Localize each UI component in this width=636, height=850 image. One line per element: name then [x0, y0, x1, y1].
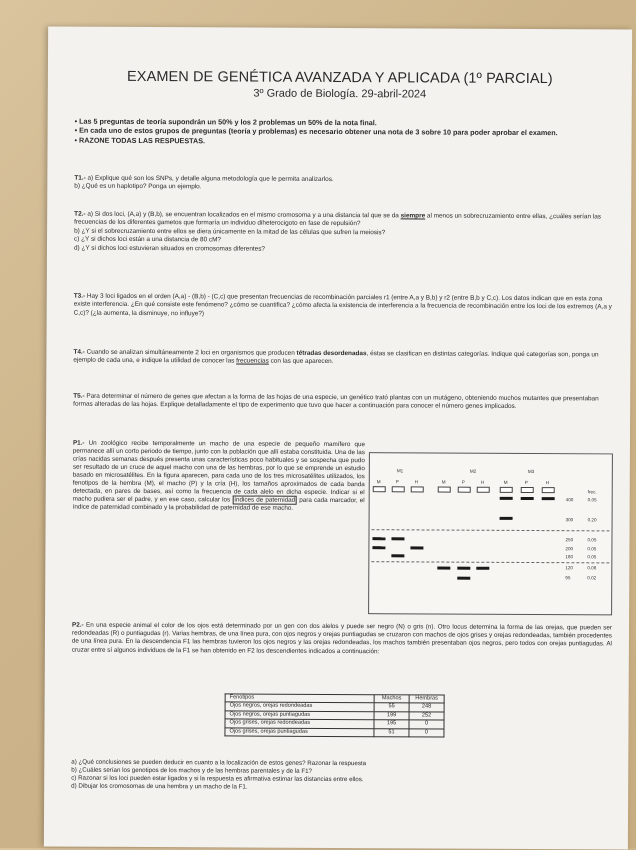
question-label: T1.- — [74, 174, 86, 182]
problem-p2-questions — [71, 759, 611, 794]
divider-line — [372, 529, 610, 531]
question-label: P1.- — [72, 439, 85, 447]
gel-band — [542, 497, 555, 500]
lane-label: P — [461, 479, 465, 485]
marker-label: M3 — [527, 468, 535, 475]
lane-label: M — [441, 479, 446, 485]
marker-label: M2 — [469, 468, 477, 474]
microsatellite-gel-figure — [368, 452, 613, 615]
gel-well — [542, 487, 555, 493]
band-size-label: 200 — [565, 546, 574, 552]
band-size-label: 250 — [565, 537, 574, 543]
gel-band — [391, 537, 404, 540]
marker-label: M1 — [396, 468, 404, 474]
gel-band — [500, 517, 513, 520]
question-text: a) Explique qué son los SNPs, y detalle alguna metodología que le permita analizarlos. — [87, 174, 334, 183]
question-text: En una especie animal el color de los ojos está determinado por un gen con dos alelos y puede ser negro (N) o gris (n). Otro locus determina la forma de las orejas, que pueden ser redondeadas (R) o puntiagudas (r). Varias hembras, de una línea pura, con ojos negros y orejas puntiagudas se cruzaron con machos de ojos grises y orejas redondeadas, también procedentes de una línea pura. En la descendencia F1 las hembras tuvieron los ojos negros y las orejas redondeadas, los machos también presentaban ojos negros, pero todos con orejas puntiagudas. Al cruzar entre sí algunos individuos de la F1 se han obtenido en F2 los descendientes indicados a continuación: — [71, 621, 613, 655]
question-text: al menos un sobrecruzamiento entre ellas, ¿cuáles serían las frecuencias de los diferentes gametos que formaría un individuo diheterocigoto en fase de repulsión? — [74, 212, 601, 228]
gel-band — [457, 577, 470, 580]
allele-frequency: 0.02 — [587, 575, 597, 581]
gel-well — [477, 487, 490, 493]
question-text: Hay 3 loci ligados en el orden (A,a) - (B,b) - (C,c) que presentan frecuencias de recombinación parciales r1 (entre A,a y B,b) y r2 (entre B,b y C,c). Los datos indican que en esta zona existe interferencia. ¿En qué consiste este fenómeno? ¿cómo se cuantifica? ¿cómo afecta la existencia de interferencia a la frecuencia de recombinación entre los loci de los extremos (A,a y C,c)? (¿la aumenta, la disminuye, no influye?) — [73, 292, 612, 318]
problem-p2 — [72, 622, 612, 658]
question-t4 — [73, 349, 613, 369]
subquestion: b) ¿Cuáles serían los genotipos de los machos y de las hembras parentales y de la F1? — [71, 766, 313, 775]
question-label: T4.- — [73, 348, 85, 356]
allele-frequency: 0.05 — [587, 497, 597, 503]
question-label: T2.- — [74, 210, 86, 218]
table-cell: 55 — [374, 703, 409, 712]
table-cell: 195 — [374, 720, 409, 729]
lane-label: H — [414, 479, 419, 485]
gel-well — [500, 487, 513, 493]
lane-label: P — [524, 479, 528, 485]
exam-subtitle: 3º Grado de Biología. 29-abril-2024 — [253, 87, 427, 101]
subquestion: a) ¿Qué conclusiones se pueden deducir en cuanto a la localización de estos genes? Razonar la respuesta — [71, 758, 367, 768]
question-text: d) ¿Y si dichos loci estuvieran situados en cromosomas diferentes? — [73, 244, 265, 253]
question-t3 — [74, 293, 614, 321]
gel-well — [373, 486, 386, 492]
phenotype-table — [224, 693, 444, 737]
freq-header: frec. — [587, 489, 597, 495]
gel-band — [476, 567, 489, 570]
rule-item: • En cada uno de estos grupos de preguntas (teoría y problemas) es necesario obtener una nota de 3 sobre 10 para poder aprobar el examen. — [74, 126, 558, 138]
table-cell: 0 — [409, 728, 444, 737]
table-cell: 248 — [409, 703, 444, 712]
question-label: T5.- — [73, 392, 85, 400]
exam-title: EXAMEN DE GENÉTICA AVANZADA Y APLICADA (1º PARCIAL) — [127, 68, 553, 88]
band-size-label: 95 — [565, 575, 571, 581]
gel-well — [521, 487, 534, 493]
lane-label: M — [376, 479, 381, 485]
divider-line — [371, 561, 609, 563]
question-text: con las que aparecen. — [270, 358, 334, 366]
question-text: a) Si dos loci, (A,a) y (B,b), se encuentran localizados en el mismo cromosoma y a una distancia tal que se da — [87, 210, 399, 220]
exam-sheet — [44, 26, 632, 849]
problem-p1 — [73, 440, 365, 513]
table-cell: 252 — [409, 712, 444, 721]
question-text: para cada marcador, el índice de paternidad combinado y la probabilidad de paternidad de ese macho. — [72, 496, 365, 512]
question-t5 — [73, 393, 613, 413]
table-cell: 0 — [409, 720, 444, 729]
gel-well — [438, 487, 451, 493]
question-text: , éstas se clasifican en distintas categorías. Indique qué categorías son, ponga un ejemplo de cada una, e indique la utilidad de conocer las — [73, 350, 599, 365]
allele-frequency: 0.05 — [587, 546, 597, 552]
table-row — [225, 727, 444, 737]
question-text: Un zoológico recibe temporalmente un macho de una especie de pequeño mamífero que permanece allí un corto periodo de tiempo, junto con la población que allí estaba constituida. Una de las crías nacidas semanas después presenta unas características poco habituales y se sospecha que pudo ser resultado de un cruce de aquel macho con una de las hembras, por lo que se emprende un estudio basado en microsatélites. En la figura aparecen, para cada uno de los tres microsatélites utilizados, los fenotipos de la hembra (M), el macho (P) y la cría (H), los tamaños aproximados de cada banda detectada, en pares de bases, así como la frecuencia de cada alelo en dicha especie. Indicar si el macho pudiera ser el padre, y en ese caso, calcular los — [72, 439, 365, 504]
lane-label: H — [480, 479, 485, 485]
question-text: c) ¿Y si dichos loci están a una distancia de 80 cM? — [74, 235, 222, 244]
gel-band — [500, 497, 513, 500]
allele-frequency: 0.08 — [587, 565, 597, 571]
emphasis-text: tétradas desordenadas — [296, 349, 367, 358]
question-label: T3.- — [73, 292, 86, 300]
gel-well — [458, 487, 471, 493]
gel-well — [392, 486, 405, 492]
lane-label: H — [545, 480, 550, 486]
question-text: Para determinar el número de genes que afectan a la forma de las hojas de una especie, un genético trató plantas con un mutágeno, obteniendo muchos mutantes que presentaban formas alteradas de las hojas. Explique detalladamente el tipo de experimento que tuvo que hacer a continuación para conocer el número genes implicados. — [73, 392, 599, 411]
emphasis-text: siempre — [400, 212, 426, 220]
table-header-cell: Machos — [374, 695, 409, 704]
band-size-label: 180 — [565, 554, 574, 560]
gel-band — [372, 537, 385, 540]
rule-item: • Las 5 preguntas de teoría supondrán un 50% y los 2 problemas un 50% de la nota final. — [74, 116, 377, 128]
question-text: b) ¿Qué es un haplotipo? Ponga un ejemplo. — [74, 183, 202, 191]
allele-frequency: 0.20 — [587, 517, 597, 523]
gel-band — [521, 497, 534, 500]
lane-label: P — [395, 479, 399, 485]
band-size-label: 120 — [565, 565, 574, 571]
boxed-term: índices de paternidad — [232, 495, 297, 504]
gel-band — [410, 546, 423, 549]
table-header-cell: Fenotipos — [225, 694, 374, 703]
allele-frequency: 0.05 — [587, 537, 597, 543]
table-cell: 199 — [374, 711, 409, 720]
table-cell: Ojos grises, orejas puntiagudas — [225, 727, 374, 736]
question-t1 — [74, 175, 614, 195]
gel-band — [372, 546, 385, 549]
table-cell: Ojos grises, orejas redondeadas — [225, 719, 374, 728]
gel-band — [437, 567, 450, 570]
exam-rules — [75, 117, 615, 148]
table-cell: Ojos negros, orejas puntiagudas — [225, 711, 374, 720]
allele-frequency: 0.05 — [587, 554, 597, 560]
lane-label: M — [503, 479, 508, 485]
emphasis-text: frecuencias — [236, 357, 269, 366]
table-cell: 51 — [374, 728, 409, 737]
question-text: Cuando se analizan simultáneamente 2 loci en organismos que producen — [86, 348, 295, 357]
table-header-cell: Hembras — [409, 695, 444, 704]
subquestion: c) Razonar si los loci pueden estar ligados y si la respuesta es afirmativa estimar las distancias entre ellos. — [71, 774, 364, 784]
question-t2 — [74, 211, 614, 256]
rule-item: • RAZONE TODAS LAS RESPUESTAS. — [74, 135, 206, 146]
table-cell: Ojos negros, orejas redondeadas — [225, 702, 374, 711]
question-label: P2.- — [71, 621, 84, 629]
subquestion: d) Dibujar los cromosomas de una hembra y un macho de la F1. — [71, 782, 248, 791]
question-text: b) ¿Y si el sobrecruzamiento entre ellos se diera únicamente en la mitad de las células que sufren la meiosis? — [74, 227, 386, 237]
gel-well — [411, 486, 424, 492]
gel-band — [457, 567, 470, 570]
band-size-label: 400 — [565, 497, 574, 503]
band-size-label: 300 — [565, 517, 574, 523]
gel-band — [391, 554, 404, 557]
